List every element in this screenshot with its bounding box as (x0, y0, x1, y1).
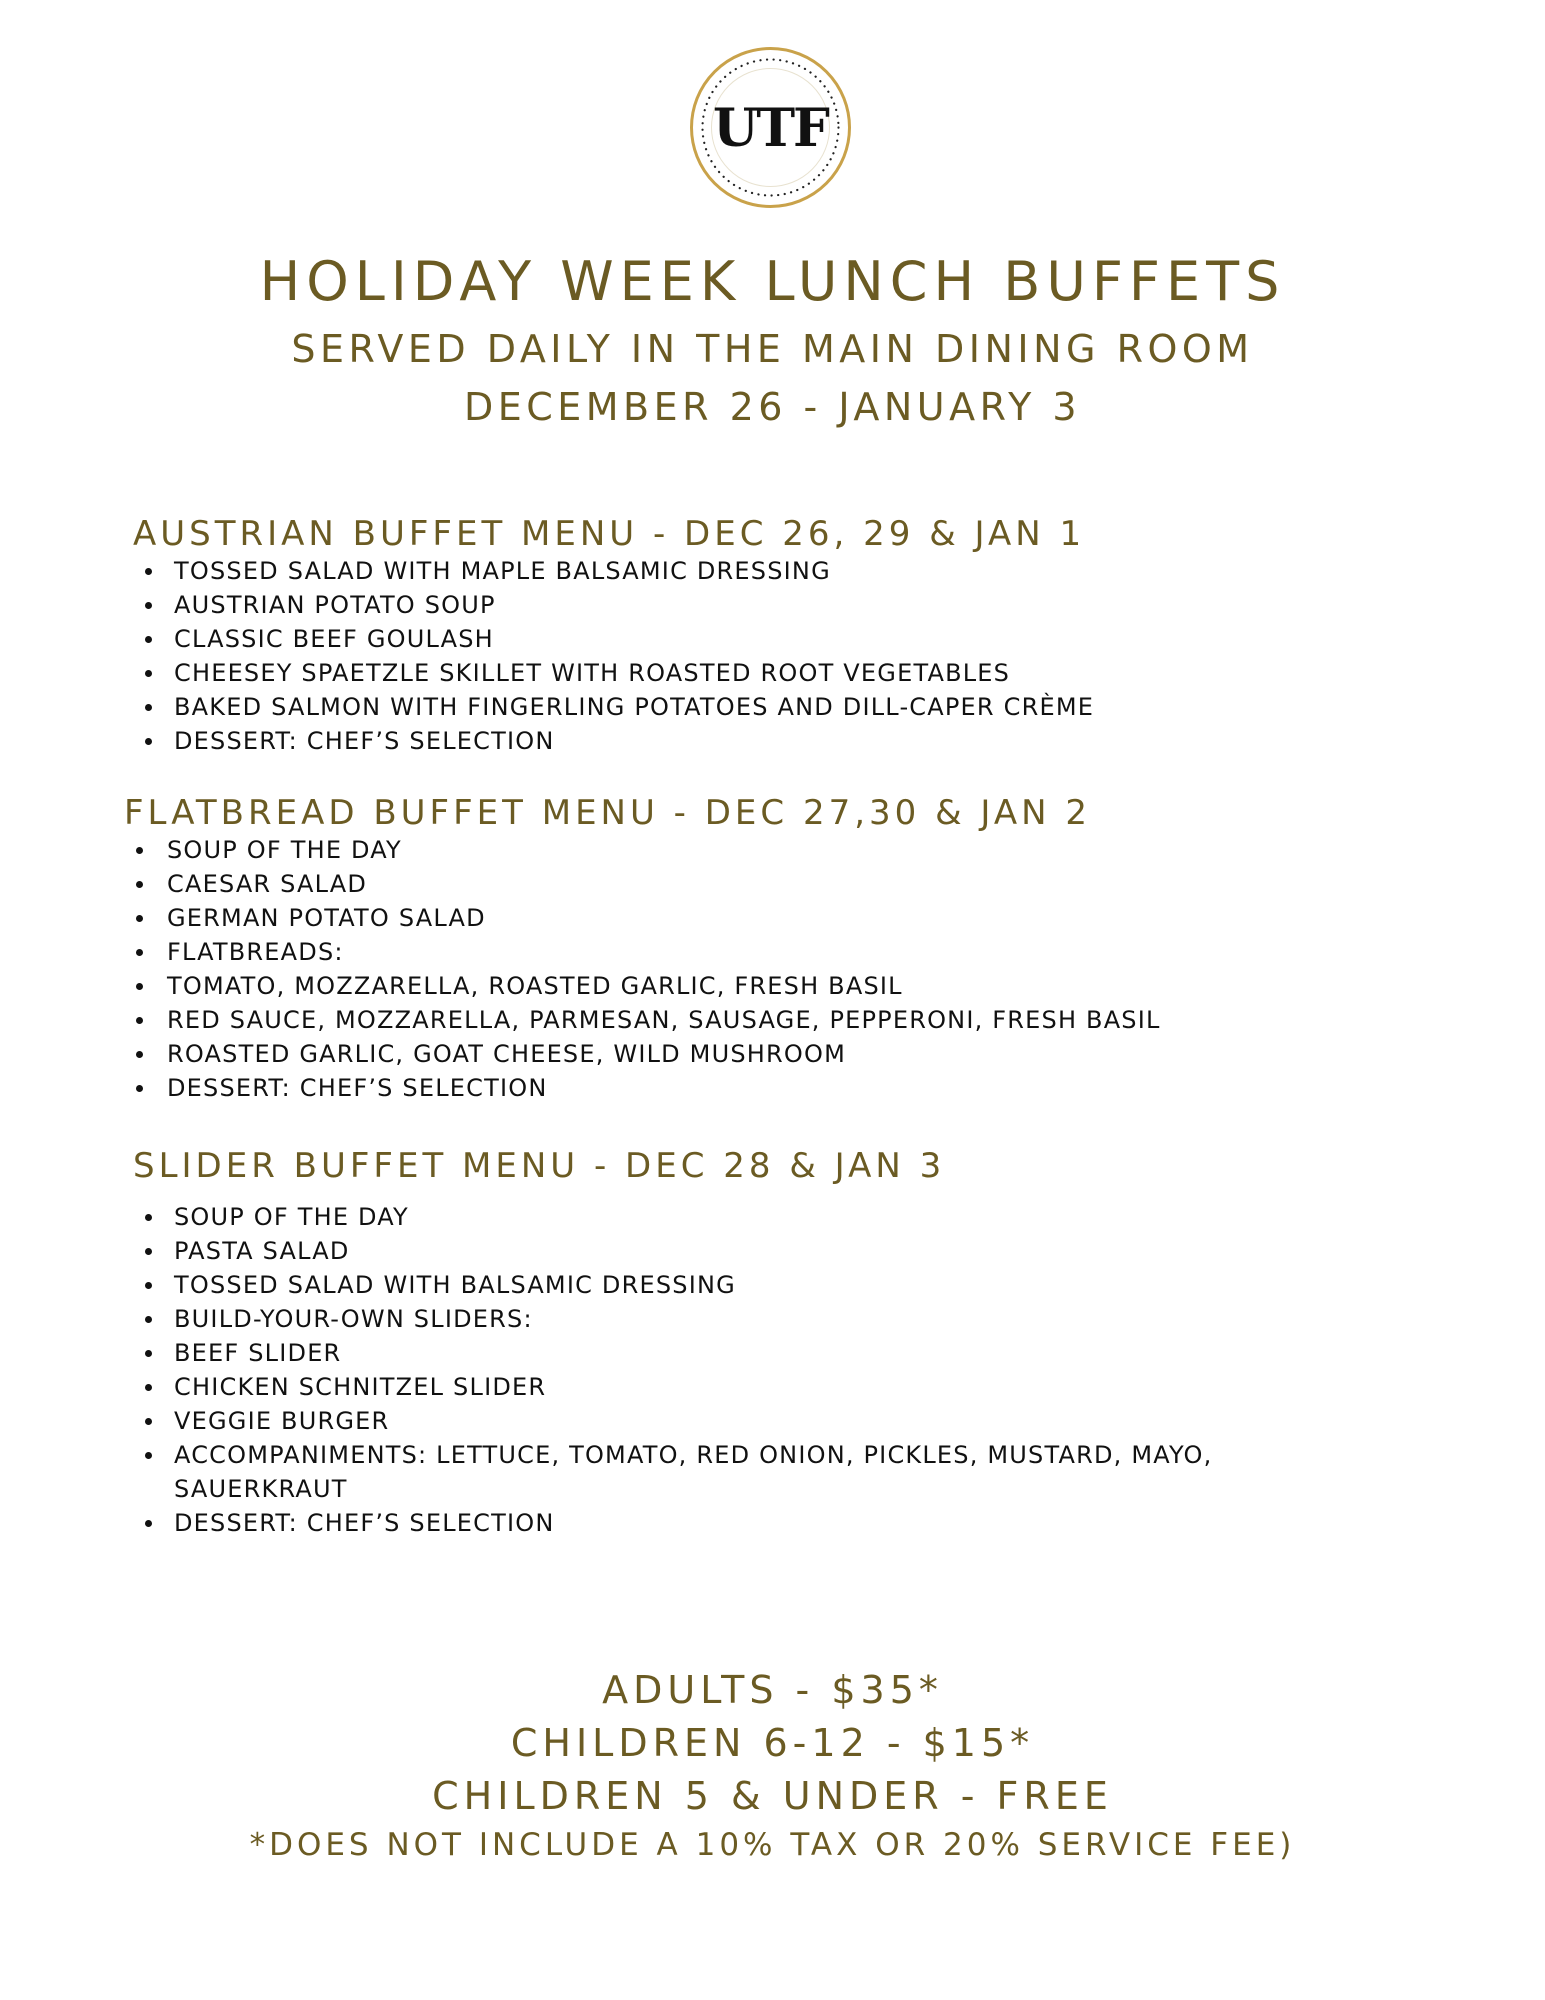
list-item: TOSSED SALAD WITH BALSAMIC DRESSING (133, 1268, 1212, 1302)
list-item: ACCOMPANIMENTS: LETTUCE, TOMATO, RED ONION, PICKLES, MUSTARD, MAYO, (133, 1438, 1212, 1472)
list-item: VEGGIE BURGER (133, 1404, 1212, 1438)
list-item: CAESAR SALAD (124, 867, 1161, 901)
menu-list (133, 1200, 1212, 1540)
list-item: PASTA SALAD (133, 1234, 1212, 1268)
list-item: TOSSED SALAD WITH MAPLE BALSAMIC DRESSING (133, 554, 1094, 588)
utf-logo (689, 46, 852, 209)
section-heading: SLIDER BUFFET MENU - DEC 28 & JAN 3 (133, 1146, 946, 1186)
list-item: BEEF SLIDER (133, 1336, 1212, 1370)
list-item: DESSERT: CHEF’S SELECTION (124, 1071, 1161, 1105)
menu-list (133, 554, 1094, 758)
list-item: CLASSIC BEEF GOULASH (133, 622, 1094, 656)
flatbread-buffet-section (124, 793, 1161, 1105)
price-children-6-12: CHILDREN 6-12 - $15* (510, 1721, 1035, 1765)
list-item: DESSERT: CHEF’S SELECTION (133, 1506, 1212, 1540)
list-item: SOUP OF THE DAY (133, 1200, 1212, 1234)
list-item: DESSERT: CHEF’S SELECTION (133, 724, 1094, 758)
date-range: DECEMBER 26 - JANUARY 3 (463, 385, 1082, 429)
logo-monogram: UTF (713, 98, 828, 159)
price-adults: ADULTS - $35* (602, 1668, 943, 1712)
list-item-continuation: SAUERKRAUT (174, 1475, 348, 1503)
menu-list (124, 833, 1161, 1105)
page-title: HOLIDAY WEEK LUNCH BUFFETS (259, 250, 1286, 313)
list-item: GERMAN POTATO SALAD (124, 901, 1161, 935)
section-heading: FLATBREAD BUFFET MENU - DEC 27,30 & JAN 2 (124, 793, 1091, 833)
list-item: BAKED SALMON WITH FINGERLING POTATOES AND DILL-CAPER CRÈME (133, 690, 1094, 724)
list-item: CHICKEN SCHNITZEL SLIDER (133, 1370, 1212, 1404)
list-item: RED SAUCE, MOZZARELLA, PARMESAN, SAUSAGE, PEPPERONI, FRESH BASIL (124, 1003, 1161, 1037)
list-item: AUSTRIAN POTATO SOUP (133, 588, 1094, 622)
list-item: CHEESEY SPAETZLE SKILLET WITH ROASTED ROOT VEGETABLES (133, 656, 1094, 690)
pricing-block (0, 1664, 1545, 1865)
section-heading: AUSTRIAN BUFFET MENU - DEC 26, 29 & JAN 1 (133, 514, 1086, 554)
list-item: FLATBREADS: (124, 935, 1161, 969)
list-item: ROASTED GARLIC, GOAT CHEESE, WILD MUSHROOM (124, 1037, 1161, 1071)
page-subtitle: SERVED DAILY IN THE MAIN DINING ROOM (291, 327, 1254, 371)
list-item: BUILD-YOUR-OWN SLIDERS: (133, 1302, 1212, 1336)
price-children-5-under: CHILDREN 5 & UNDER - FREE (432, 1774, 1113, 1818)
pricing-footnote: *DOES NOT INCLUDE A 10% TAX OR 20% SERVICE FEE) (249, 1827, 1296, 1863)
list-item: SOUP OF THE DAY (124, 833, 1161, 867)
list-item: TOMATO, MOZZARELLA, ROASTED GARLIC, FRESH BASIL (124, 969, 1161, 1003)
slider-buffet-section (133, 1146, 1212, 1540)
austrian-buffet-section (133, 514, 1094, 758)
